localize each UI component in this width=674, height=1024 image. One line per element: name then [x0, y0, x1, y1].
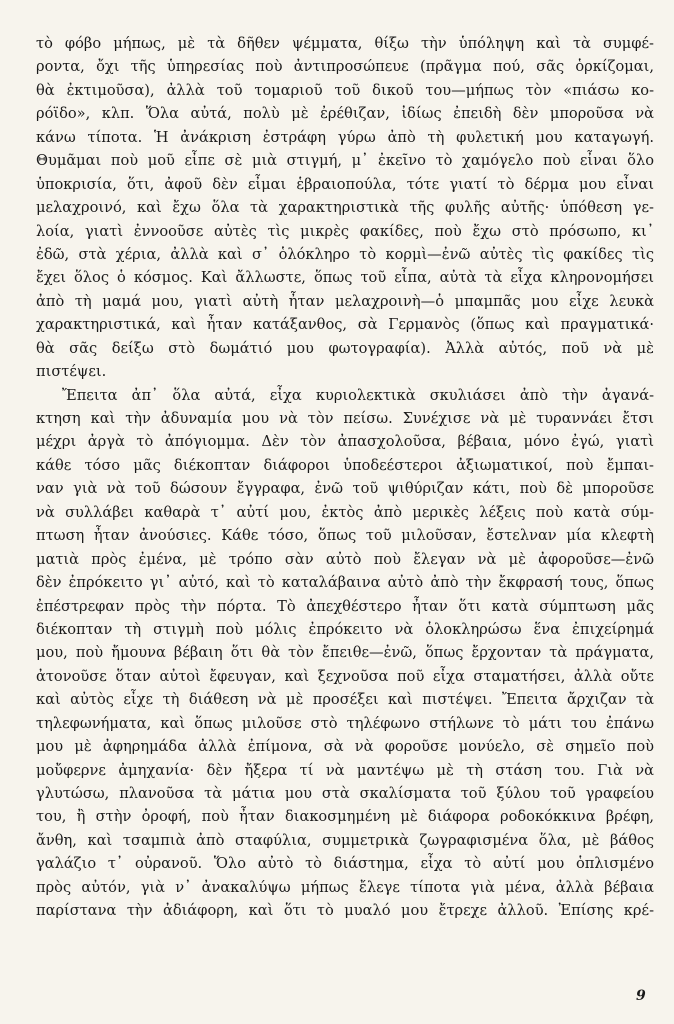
text-line: πρὸς αὐτόν, γιὰ ν᾽ ἀνακαλύψω μήπως ἔλεγε τίποτα γιὰ μένα, ἀλλὰ βέβαια [36, 878, 654, 896]
text-line: ἄνθη, καὶ τσαμπιὰ ἀπὸ σταφύλια, συμμετρικὰ ζωγραφισμένα ὅλα, μὲ βάθος [36, 831, 654, 849]
text-line: χαρακτηριστικά, καὶ ἦταν κατάξανθος, σὰ Γερμανὸς (ὅπως καὶ πραγματικά· [36, 316, 654, 334]
text-line: μου μὲ ἀφηρημάδα ἀλλὰ ἐπίμονα, σὰ νὰ φοροῦσε μονύελο, σὲ σημεῖο ποὺ [36, 738, 654, 756]
text-line: ἀτονοῦσε ὅταν αὐτοὶ ἔφευγαν, καὶ ξεχνοῦσα ποῦ εἶχα σταματήσει, ἀλλὰ οὔτε [36, 667, 654, 685]
text-line: θὰ ἐκτιμοῦσα), ἀλλὰ τοῦ τομαριοῦ τοῦ δικοῦ του—μήπως τὸν «πιάσω κο- [36, 81, 654, 99]
text-line: πτωση ἦταν ἀνούσιες. Κάθε τόσο, ὅπως τοῦ μιλοῦσαν, ἔστελναν μία κλεφτὴ [36, 527, 654, 545]
text-line: κάνω τίποτα. Ἡ ἀνάκριση ἐστράφη γύρω ἀπὸ τὴ φυλετική μου καταγωγή. [36, 128, 654, 146]
text-line: καὶ αὐτὸς εἶχε τὴ διάθεση νὰ μὲ προσέξει καὶ πιστέψει. Ἔπειτα ἄρχιζαν τὰ [36, 691, 654, 709]
text-line: τὸ φόβο μήπως, μὲ τὰ δῆθεν ψέμματα, θίξω τὴν ὑπόληψη καὶ τὰ συμφέ- [36, 35, 654, 52]
page-number: 9 [636, 988, 646, 1004]
text-line: κάθε τόσο μᾶς διέκοπταν διάφοροι ὑποδεέστεροι ἀξιωματικοί, ποὺ ἔμπαι- [36, 456, 654, 474]
text-line: μοὔφερνε ἀμηχανία· δὲν ἤξερα τί νὰ μαντέψω μὲ τὴ στάση του. Γιὰ νὰ [36, 761, 654, 779]
text-line: γλυτώσω, πλανοῦσα τὰ μάτια μου στὰ σκαλίσματα τοῦ ξύλου τοῦ γραφείου [36, 785, 654, 802]
text-line: θὰ σᾶς δείξω στὸ δωμάτιό μου φωτογραφία). Ἀλλὰ αὐτός, ποῦ νὰ μὲ [36, 339, 654, 357]
text-line: μέχρι ἀργὰ τὸ ἀπόγιομμα. Δὲν τὸν ἀπασχολοῦσα, βέβαια, μόνο ἐγώ, γιατὶ [36, 433, 654, 451]
paragraph-start-line: Ἔπειτα ἀπ᾽ ὅλα αὐτά, εἶχα κυριολεκτικὰ σκυλιάσει ἀπὸ τὴν ἀγανά- [62, 386, 654, 404]
body-text [36, 32, 654, 923]
text-line: ἐπέστρεφαν πρὸς τὴν πόρτα. Τὸ ἀπεχθέστερο ἦταν ὅτι κατὰ σύμπτωση μᾶς [36, 597, 654, 615]
text-line: του, ἢ στὴν ὀροφή, ποὺ ἦταν διακοσμημένη μὲ διάφορα ροδοκόκκινα βρέφη, [36, 808, 654, 826]
paragraph-end-line: πιστέψει. [36, 363, 107, 381]
text-line: ματιὰ πρὸς ἐμένα, μὲ τρόπο σὰν αὐτὸ ποὺ ἔλεγαν νὰ μὲ ἀφοροῦσε—ἐνῶ [36, 550, 654, 568]
text-line: δὲν ἐπρόκειτο γι᾽ αὐτό, καὶ τὸ καταλάβαινα αὐτὸ ἀπὸ τὴν ἔκφρασή τους, ὅπως [36, 574, 654, 592]
text-line: γαλάζιο τ᾽ οὐρανοῦ. Ὅλο αὐτὸ τὸ διάστημα, εἶχα τὸ αὐτί μου ὁπλισμένο [36, 855, 654, 873]
text-line: ναν γιὰ νὰ τοῦ δώσουν ἔγγραφα, ἐνῶ τοῦ ψιθύριζαν κάτι, ποὺ δὲ μποροῦσε [36, 480, 654, 498]
text-line: ἀπὸ τὴ μαμά μου, γιατὶ αὐτὴ ἦταν μελαχροινὴ—ὁ μπαμπᾶς μου εἶχε λευκὰ [36, 292, 654, 310]
text-line: ὑποκρισία, ὅτι, ἀφοῦ δὲν εἶμαι ἑβραιοπούλα, τότε γιατί τὸ δέρμα μου εἶναι [36, 175, 654, 193]
text-line: λοία, γιατὶ ἐννοοῦσε αὐτὲς τὶς μικρὲς φακίδες, ποὺ ἔχω στὸ πρόσωπο, κι᾽ [36, 222, 654, 240]
text-line: μου, ποὺ ἤμουνα βέβαιη ὅτι θὰ τὸν ἔπειθε—ἐνῶ, ὅπως ἔρχονταν τὰ πράγματα, [36, 644, 654, 662]
text-line: διέκοπταν τὴ στιγμὴ ποὺ μόλις ἐπρόκειτο νὰ ὁλοκληρώσω ἕνα ἐπιχείρημά [36, 620, 654, 638]
text-line: μελαχροινό, καὶ ἔχω ὅλα τὰ χαρακτηριστικὰ τῆς φυλῆς αὐτῆς· ὑπόθεση γε- [36, 199, 654, 217]
text-line: νὰ συλλάβει καθαρὰ τ᾽ αὐτί μου, ἐκτὸς ἀπὸ μερικὲς λέξεις ποὺ κατὰ σύμ- [36, 503, 654, 521]
text-line: τηλεφωνήματα, καὶ ὅπως μιλοῦσε στὸ τηλέφωνο στήλωνε τὸ μάτι του ἐπάνω [36, 714, 654, 732]
text-line: ροντα, ὄχι τῆς ὑπηρεσίας ποὺ ἀντιπροσώπευε (πρᾶγμα πού, σᾶς ὁρκίζομαι, [36, 58, 654, 76]
text-line: παρίστανα τὴν ἀδιάφορη, καὶ ὅτι τὸ μυαλό μου ἔτρεχε ἀλλοῦ. Ἐπίσης κρέ- [36, 902, 654, 920]
text-line: Θυμᾶμαι ποὺ μοῦ εἶπε σὲ μιὰ στιγμή, μ᾽ ἐκεῖνο τὸ χαμόγελο ποὺ εἶναι ὅλο [36, 152, 654, 170]
text-line: ρόϊδο», κλπ. Ὅλα αὐτά, πολὺ μὲ ἐρέθιζαν, ἰδίως ἐπειδὴ δὲν μποροῦσα νὰ [36, 105, 654, 123]
text-line: κτηση καὶ τὴν ἀδυναμία μου νὰ τὸν πείσω. Συνέχισε νὰ μὲ τυραννάει ἔτσι [36, 410, 654, 427]
text-line: ἔχει ὅλος ὁ κόσμος. Καὶ ἄλλωστε, ὅπως τοῦ εἶπα, αὐτὰ τὰ εἶχα κληρονομήσει [36, 269, 654, 287]
text-line: ἐδῶ, στὰ χέρια, ἀλλὰ καὶ σ᾽ ὁλόκληρο τὸ κορμὶ—ἐνῶ αὐτὲς τὶς φακίδες τὶς [36, 245, 654, 263]
